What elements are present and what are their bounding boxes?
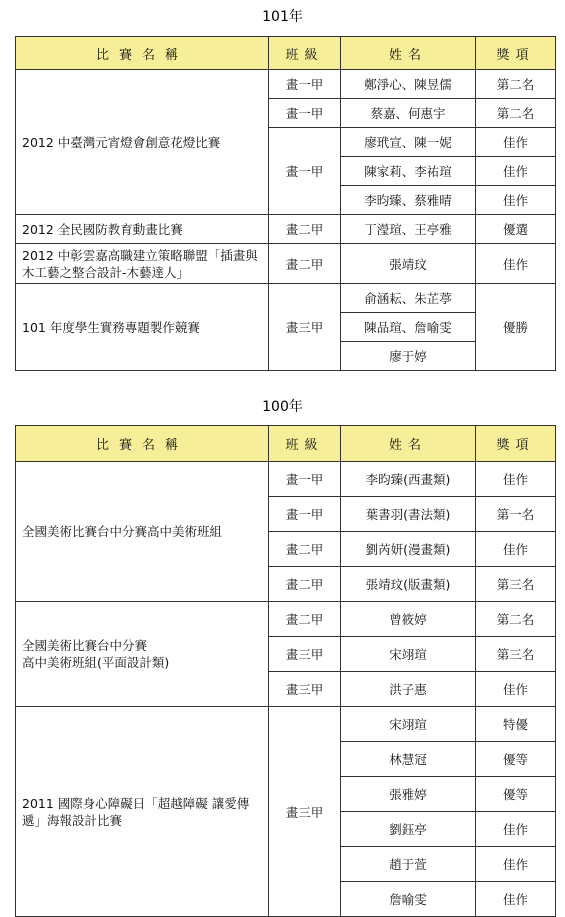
competition-cell: 2011 國際身心障礙日「超越障礙 讓愛傳遞」海報設計比賽 bbox=[16, 707, 269, 917]
award-cell: 佳作 bbox=[476, 244, 556, 284]
header-row bbox=[16, 426, 556, 462]
award-cell: 第二名 bbox=[476, 99, 556, 128]
name-cell: 趙于萱 bbox=[341, 847, 476, 882]
award-cell: 第一名 bbox=[476, 497, 556, 532]
class-cell: 畫二甲 bbox=[269, 567, 341, 602]
name-cell: 李昀臻(西畫類) bbox=[341, 462, 476, 497]
competition-cell: 全國美術比賽台中分賽高中美術班組 bbox=[16, 462, 269, 602]
class-cell: 畫三甲 bbox=[269, 637, 341, 672]
award-cell: 優等 bbox=[476, 777, 556, 812]
name-cell: 張靖玟 bbox=[341, 244, 476, 284]
class-cell: 畫一甲 bbox=[269, 497, 341, 532]
name-cell: 詹喻雯 bbox=[341, 882, 476, 917]
award-cell: 第二名 bbox=[476, 602, 556, 637]
name-cell: 蔡嘉、何惠宇 bbox=[341, 99, 476, 128]
name-cell: 洪子惠 bbox=[341, 672, 476, 707]
name-cell: 陳家莉、李祐瑄 bbox=[341, 157, 476, 186]
name-cell: 李昀臻、蔡雅晴 bbox=[341, 186, 476, 215]
award-cell: 佳作 bbox=[476, 186, 556, 215]
name-cell: 鄭淨心、陳昱儒 bbox=[341, 70, 476, 99]
class-cell: 畫一甲 bbox=[269, 99, 341, 128]
name-cell: 廖玳宣、陳一妮 bbox=[341, 128, 476, 157]
name-cell: 宋翊瑄 bbox=[341, 637, 476, 672]
name-cell: 張雅婷 bbox=[341, 777, 476, 812]
table-row bbox=[16, 70, 556, 99]
class-cell: 畫三甲 bbox=[269, 707, 341, 917]
name-cell: 劉鈺亭 bbox=[341, 812, 476, 847]
table-row bbox=[16, 215, 556, 244]
table-row bbox=[16, 462, 556, 497]
name-cell: 丁瀅瑄、王亭雅 bbox=[341, 215, 476, 244]
award-cell: 佳作 bbox=[476, 462, 556, 497]
class-cell: 畫三甲 bbox=[269, 672, 341, 707]
competition-cell: 101 年度學生實務專題製作競賽 bbox=[16, 284, 269, 371]
awards-table-100 bbox=[15, 425, 556, 917]
class-cell: 畫二甲 bbox=[269, 532, 341, 567]
table-row bbox=[16, 244, 556, 284]
name-cell: 林慧冠 bbox=[341, 742, 476, 777]
name-cell: 宋翊瑄 bbox=[341, 707, 476, 742]
award-cell: 第三名 bbox=[476, 567, 556, 602]
name-cell: 張靖玟(版畫類) bbox=[341, 567, 476, 602]
header-class: 班級 bbox=[269, 37, 341, 70]
name-cell: 曾筱婷 bbox=[341, 602, 476, 637]
header-name: 姓名 bbox=[341, 37, 476, 70]
award-cell: 佳作 bbox=[476, 157, 556, 186]
award-cell: 優勝 bbox=[476, 284, 556, 371]
header-class: 班級 bbox=[269, 426, 341, 462]
award-cell: 佳作 bbox=[476, 128, 556, 157]
header-row bbox=[16, 37, 556, 70]
table-row bbox=[16, 602, 556, 637]
header-award: 獎項 bbox=[476, 426, 556, 462]
award-cell: 佳作 bbox=[476, 812, 556, 847]
award-cell: 第二名 bbox=[476, 70, 556, 99]
name-cell: 廖于婷 bbox=[341, 342, 476, 371]
competition-cell: 全國美術比賽台中分賽 高中美術班組(平面設計類) bbox=[16, 602, 269, 707]
header-award: 獎項 bbox=[476, 37, 556, 70]
award-cell: 特優 bbox=[476, 707, 556, 742]
competition-cell: 2012 全民國防教育動畫比賽 bbox=[16, 215, 269, 244]
name-cell: 陳品瑄、詹喻雯 bbox=[341, 313, 476, 342]
header-name: 姓名 bbox=[341, 426, 476, 462]
header-competition: 比賽名稱 bbox=[16, 426, 269, 462]
award-cell: 第三名 bbox=[476, 637, 556, 672]
award-cell: 佳作 bbox=[476, 672, 556, 707]
year-100-title: 100年 bbox=[262, 399, 303, 415]
header-competition: 比賽名稱 bbox=[16, 37, 269, 70]
class-cell: 畫三甲 bbox=[269, 284, 341, 371]
class-cell: 畫二甲 bbox=[269, 215, 341, 244]
class-cell: 畫一甲 bbox=[269, 128, 341, 215]
awards-table-101 bbox=[15, 36, 556, 371]
competition-cell: 2012 中彰雲嘉高職建立策略聯盟「插畫與木工藝之整合設計-木藝達人」 bbox=[16, 244, 269, 284]
class-cell: 畫二甲 bbox=[269, 244, 341, 284]
competition-cell: 2012 中臺灣元宵燈會創意花燈比賽 bbox=[16, 70, 269, 215]
award-cell: 優選 bbox=[476, 215, 556, 244]
award-cell: 佳作 bbox=[476, 532, 556, 567]
class-cell: 畫一甲 bbox=[269, 462, 341, 497]
class-cell: 畫一甲 bbox=[269, 70, 341, 99]
award-cell: 優等 bbox=[476, 742, 556, 777]
year-101-title: 101年 bbox=[262, 9, 303, 25]
table-row bbox=[16, 284, 556, 313]
award-cell: 佳作 bbox=[476, 882, 556, 917]
name-cell: 俞涵耘、朱芷葶 bbox=[341, 284, 476, 313]
name-cell: 葉書羽(書法類) bbox=[341, 497, 476, 532]
award-cell: 佳作 bbox=[476, 847, 556, 882]
table-row bbox=[16, 707, 556, 742]
class-cell: 畫二甲 bbox=[269, 602, 341, 637]
name-cell: 劉芮妍(漫畫類) bbox=[341, 532, 476, 567]
